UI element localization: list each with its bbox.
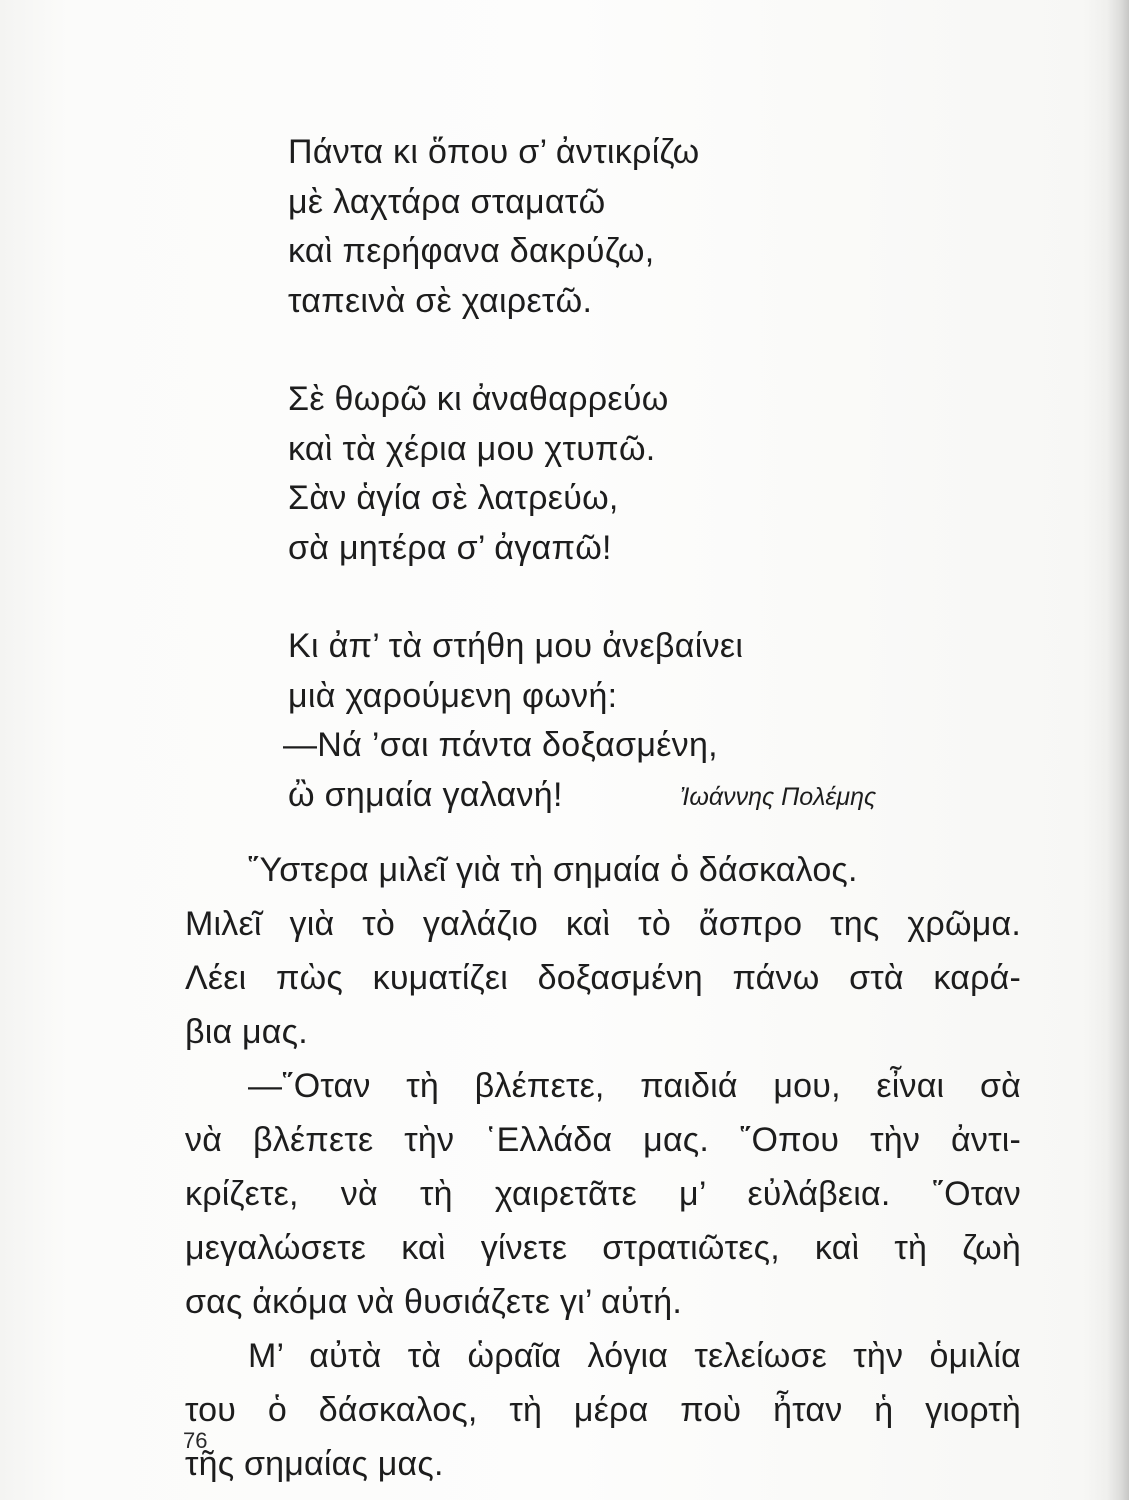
prose-line: Μ’ αὐτὰ τὰ ὡραῖα λόγια τελείωσε τὴν ὁμιλία [248,1337,1021,1375]
page-number: 76 [183,1428,208,1453]
poem-stanza-1 [288,128,743,326]
poem-line: Σὰν ἁγία σὲ λατρεύω, [288,479,619,517]
poem-line: καὶ τὰ χέρια μου χτυπῶ. [288,429,656,468]
poem-line: ταπεινὰ σὲ χαιρετῶ. [288,281,593,320]
prose-line: —῞Οταν τὴ βλέπετε, παιδιά μου, εἶναι σὰ [248,1067,1021,1105]
prose-line: μεγαλώσετε καὶ γίνετε στρατιῶτες, καὶ τὴ ζωὴ [185,1229,1021,1267]
prose-text [185,843,1021,1491]
poem [283,128,744,869]
poem-line: καὶ περήφανα δακρύζω, [288,232,655,270]
poem-line: Πάντα κι ὅπου σ’ ἀντικρίζω [288,133,700,171]
poem-line: ὢ σημαία γαλανή! [288,775,563,814]
poem-line: Κι ἀπ’ τὰ στήθη μου ἀνεβαίνει [288,627,744,665]
poem-line: μιὰ χαρούμενη φωνή: [288,676,618,715]
page-edge-shadow [1107,0,1129,1500]
prose-line: σας ἀκόμα νὰ θυσιάζετε γι’ αὐτή. [185,1283,683,1321]
poem-author: Ἰωάννης Πολέμης [680,783,877,811]
prose-line: Μιλεῖ γιὰ τὸ γαλάζιο καὶ τὸ ἄσπρο της χρῶμα. [185,905,1021,943]
prose-line: ῞Υστερα μιλεῖ γιὰ τὴ σημαία ὁ δάσκαλος. [248,851,858,889]
poem-line: σὰ μητέρα σ’ ἀγαπῶ! [288,528,612,567]
prose-line: βια μας. [185,1013,308,1051]
prose-line: νὰ βλέπετε τὴν ῾Ελλάδα μας. ῞Οπου τὴν ἀντι- [185,1121,1021,1159]
prose-line: κρίζετε, νὰ τὴ χαιρετᾶτε μ’ εὐλάβεια. ῞Οταν [185,1175,1021,1213]
poem-stanza-3 [283,622,744,820]
poem-stanza-2 [288,375,743,573]
prose-line: Λέει πὼς κυματίζει δοξασμένη πάνω στὰ καρά- [185,959,1021,997]
poem-line: —Νά ’σαι πάντα δοξασμένη, [283,726,718,764]
poem-line: Σὲ θωρῶ κι ἀναθαρρεύω [288,380,669,418]
prose-line: του ὁ δάσκαλος, τὴ μέρα ποὺ ἦταν ἡ γιορτὴ [185,1391,1021,1429]
poem-line: μὲ λαχτάρα σταματῶ [288,182,606,221]
prose-line: τῆς σημαίας μας. [185,1445,444,1483]
